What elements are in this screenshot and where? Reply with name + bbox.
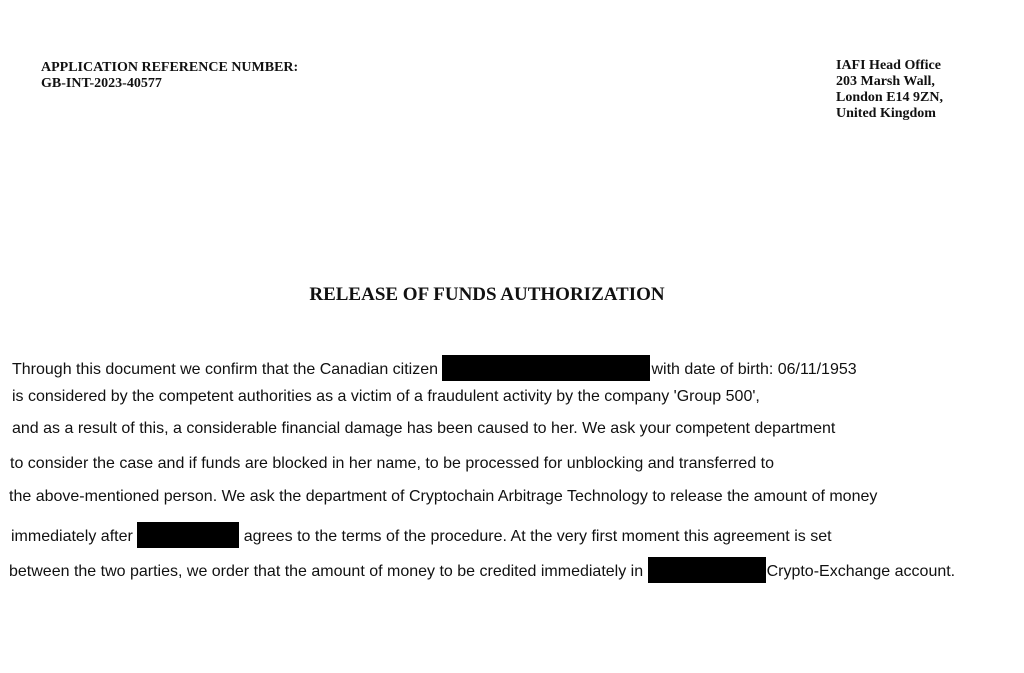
body-line-4: to consider the case and if funds are blocked in her name, to be processed for unblocking and transferred to	[10, 455, 775, 472]
reference-label: APPLICATION REFERENCE NUMBER:	[41, 60, 299, 75]
address-line-office: IAFI Head Office	[836, 58, 941, 73]
body-text: immediately after	[11, 528, 138, 545]
body-text: agrees to the terms of the procedure. At the very first moment this agreement is set	[239, 528, 832, 545]
address-line-country: United Kingdom	[836, 106, 936, 121]
body-text: with date of birth: 06/11/1953	[651, 361, 857, 378]
body-line-1	[12, 355, 857, 381]
address-line-city: London E14 9ZN,	[836, 90, 943, 105]
body-text: Crypto-Exchange account.	[766, 563, 956, 580]
document-title: RELEASE OF FUNDS AUTHORIZATION	[309, 284, 665, 305]
address-line-street: 203 Marsh Wall,	[836, 74, 935, 89]
body-text: Through this document we confirm that the Canadian citizen	[12, 361, 443, 378]
body-line-2: is considered by the competent authorities as a victim of a fraudulent activity by the company 'Group 500',	[12, 388, 760, 405]
body-line-5: the above-mentioned person. We ask the department of Cryptochain Arbitrage Technology to release the amount of money	[9, 488, 878, 505]
body-line-7	[9, 557, 955, 583]
body-line-6	[11, 522, 832, 548]
reference-block	[41, 60, 298, 92]
body-line-3: and as a result of this, a considerable financial damage has been caused to her. We ask your competent department	[12, 420, 836, 437]
redaction-box	[442, 355, 650, 381]
body-text: between the two parties, we order that the amount of money to be credited immediately in	[9, 563, 648, 580]
office-address	[836, 58, 943, 122]
redaction-box	[648, 557, 766, 583]
reference-number: GB-INT-2023-40577	[41, 76, 162, 91]
redaction-box	[137, 522, 239, 548]
